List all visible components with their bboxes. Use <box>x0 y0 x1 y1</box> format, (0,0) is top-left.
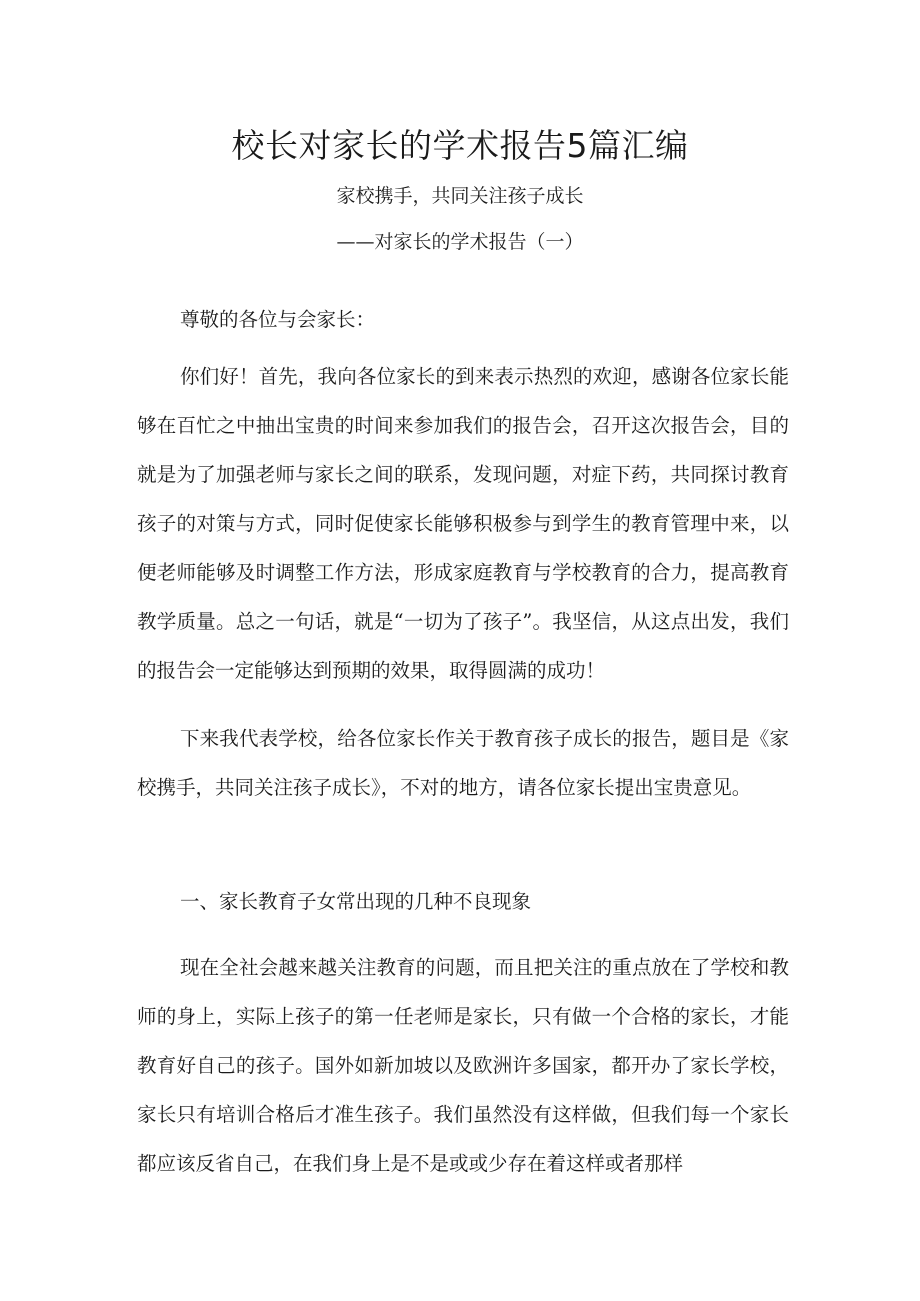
report-number-line: ——对家长的学术报告（一） <box>336 231 584 253</box>
document-subtitle: 家校携手，共同关注孩子成长 <box>336 185 584 207</box>
section-heading: 一、家长教育子女常出现的几种不良现象 <box>180 890 532 913</box>
greeting-line: 尊敬的各位与会家长： <box>180 308 376 331</box>
document-title: 校长对家长的学术报告5篇汇编 <box>231 126 689 165</box>
paragraph-report-intro: 下来我代表学校，给各位家长作关于教育孩子成长的报告，题目是《家校携手，共同关注孩子成长》，不对的地方，请各位家长提出宝贵意见。 <box>137 727 789 799</box>
paragraph-parent-issues: 现在全社会越来越关注教育的问题，而且把关注的重点放在了学校和教师的身上，实际上孩子的第一任老师是家长，只有做一个合格的家长，才能教育好自己的孩子。国外如新加坡以及欧洲许多国家，都开办了家长学校，家长只有培训合格后才准生孩子。我们虽然没有这样做，但我们每一个家长都应该反省自己，在我们身上是不是或或少存在着这样或者那样 <box>137 956 789 1175</box>
paragraph-welcome: 你们好！首先，我向各位家长的到来表示热烈的欢迎，感谢各位家长能够在百忙之中抽出宝贵的时间来参加我们的报告会，召开这次报告会，目的就是为了加强老师与家长之间的联系，发现问题，对症下药，共同探讨教育孩子的对策与方式，同时促使家长能够积极参与到学生的教育管理中来，以便老师能够及时调整工作方法，形成家庭教育与学校教育的合力，提高教育教学质量。总之一句话，就是“一切为了孩子”。我坚信，从这点出发，我们的报告会一定能够达到预期的效果，取得圆满的成功！ <box>137 365 789 682</box>
